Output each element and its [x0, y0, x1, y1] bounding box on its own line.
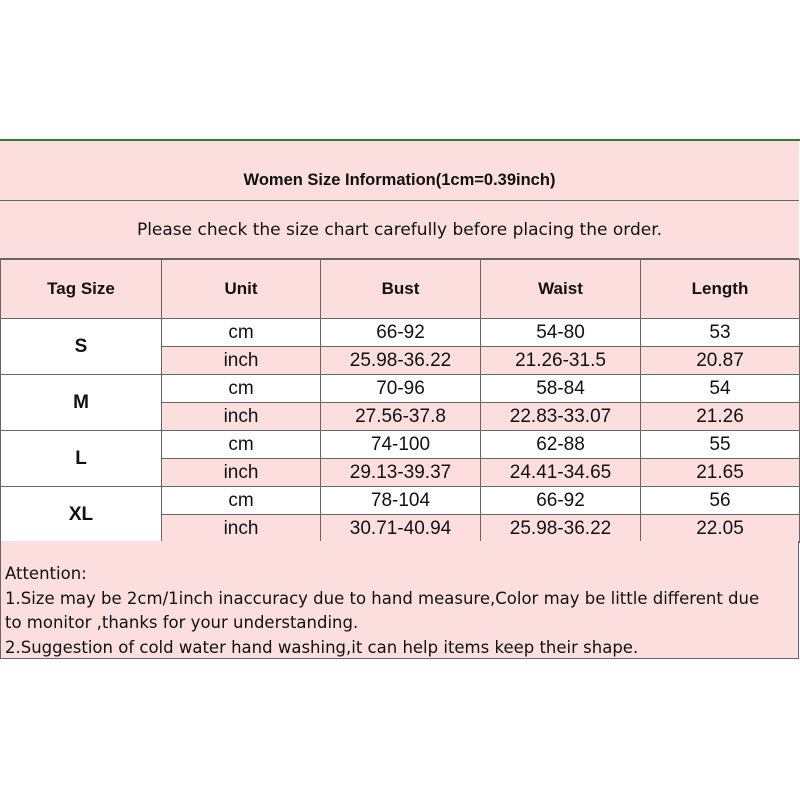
- bust-cell: 66-92: [321, 319, 481, 347]
- bust-cell: 74-100: [321, 431, 481, 459]
- header-unit: Unit: [162, 260, 321, 319]
- attention-line-1: 1.Size may be 2cm/1inch inaccuracy due to hand measure,Color may be little different due: [5, 588, 760, 608]
- length-cell: 54: [641, 375, 800, 403]
- size-table: [0, 259, 800, 543]
- bust-cell: 30.71-40.94: [321, 515, 481, 543]
- unit-cell: cm: [162, 319, 321, 347]
- bust-cell: 29.13-39.37: [321, 459, 481, 487]
- waist-cell: 25.98-36.22: [481, 515, 641, 543]
- waist-cell: 22.83-33.07: [481, 403, 641, 431]
- length-cell: 53: [641, 319, 800, 347]
- table-row: [1, 375, 800, 403]
- attention-notes: [0, 541, 799, 659]
- unit-cell: cm: [162, 375, 321, 403]
- unit-cell: cm: [162, 487, 321, 515]
- tag-size-cell: L: [1, 431, 162, 487]
- bust-cell: 27.56-37.8: [321, 403, 481, 431]
- chart-title: Women Size Information(1cm=0.39inch): [0, 141, 799, 201]
- length-cell: 55: [641, 431, 800, 459]
- chart-notice: Please check the size chart carefully before placing the order.: [0, 201, 799, 259]
- waist-cell: 58-84: [481, 375, 641, 403]
- table-row: [1, 431, 800, 459]
- waist-cell: 24.41-34.65: [481, 459, 641, 487]
- bust-cell: 25.98-36.22: [321, 347, 481, 375]
- waist-cell: 62-88: [481, 431, 641, 459]
- length-cell: 21.65: [641, 459, 800, 487]
- header-bust: Bust: [321, 260, 481, 319]
- waist-cell: 21.26-31.5: [481, 347, 641, 375]
- tag-size-cell: S: [1, 319, 162, 375]
- attention-heading: Attention:: [5, 564, 87, 583]
- unit-cell: inch: [162, 403, 321, 431]
- header-waist: Waist: [481, 260, 641, 319]
- header-tag-size: Tag Size: [1, 260, 162, 319]
- length-cell: 21.26: [641, 403, 800, 431]
- attention-line-3: 2.Suggestion of cold water hand washing,it can help items keep their shape.: [5, 637, 639, 657]
- tag-size-cell: XL: [1, 487, 162, 543]
- bust-cell: 78-104: [321, 487, 481, 515]
- waist-cell: 54-80: [481, 319, 641, 347]
- waist-cell: 66-92: [481, 487, 641, 515]
- attention-line-2: to monitor ,thanks for your understanding.: [5, 613, 359, 632]
- length-cell: 22.05: [641, 515, 800, 543]
- table-row: [1, 487, 800, 515]
- table-row: [1, 319, 800, 347]
- unit-cell: inch: [162, 515, 321, 543]
- unit-cell: inch: [162, 459, 321, 487]
- header-length: Length: [641, 260, 800, 319]
- unit-cell: cm: [162, 431, 321, 459]
- tag-size-cell: M: [1, 375, 162, 431]
- length-cell: 20.87: [641, 347, 800, 375]
- length-cell: 56: [641, 487, 800, 515]
- table-header-row: [1, 260, 800, 319]
- bust-cell: 70-96: [321, 375, 481, 403]
- unit-cell: inch: [162, 347, 321, 375]
